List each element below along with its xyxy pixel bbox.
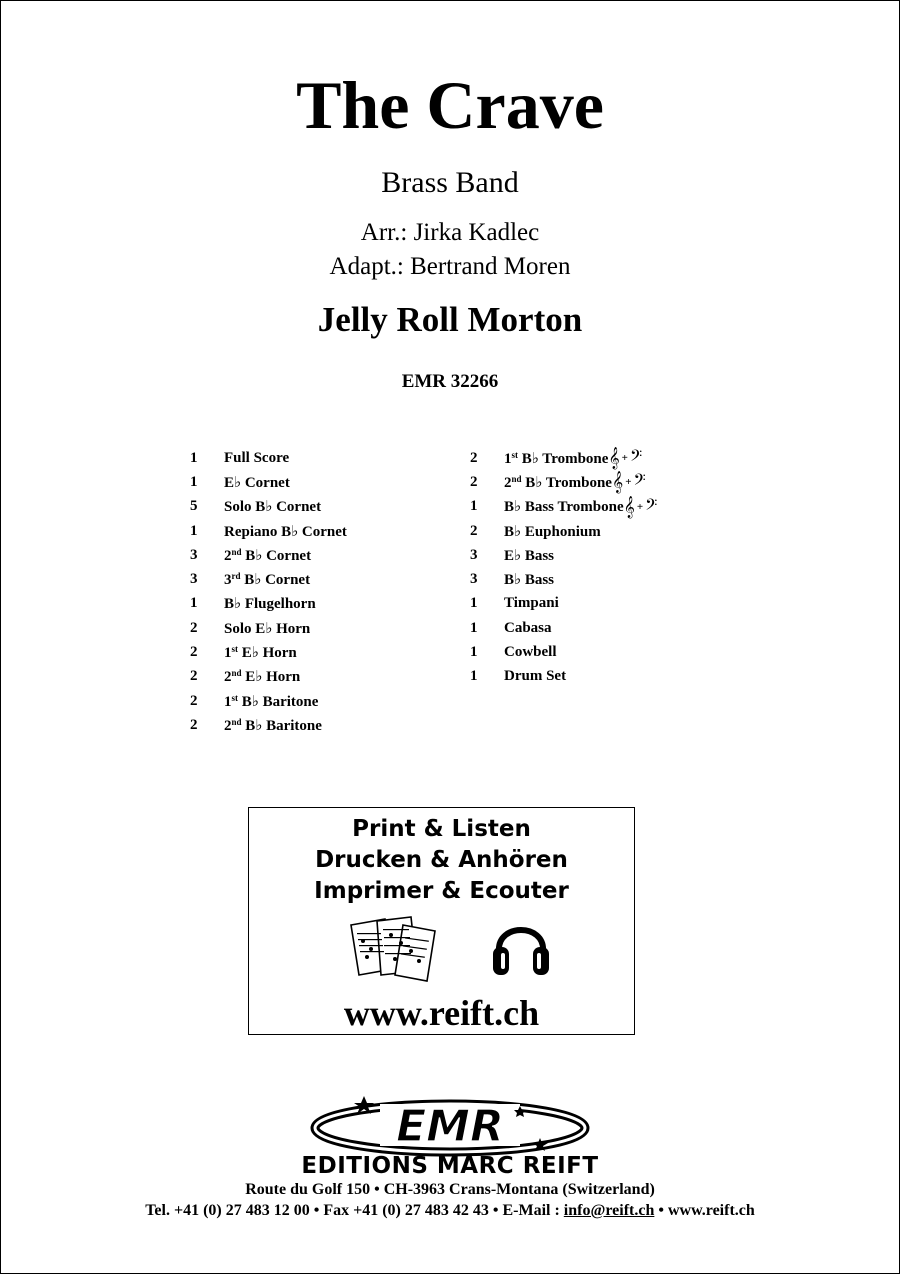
part-quantity: 2 [470, 522, 478, 539]
part-label: B♭ Trombone [518, 450, 609, 467]
part-quantity: 3 [190, 571, 198, 588]
part-label: B♭ Flugelhorn [224, 596, 316, 613]
part-label: Timpani [504, 595, 559, 612]
part-name [224, 450, 289, 467]
part-name [224, 692, 318, 711]
adapter: Adapt.: Bertrand Moren [329, 253, 571, 280]
catalog-number: EMR 32266 [401, 371, 499, 392]
arranger: Arr.: Jirka Kadlec [360, 219, 540, 246]
part-row [470, 495, 657, 519]
part-name [224, 497, 321, 516]
bass-clef-icon: 𝄢 [629, 447, 643, 470]
part-label: E♭ Horn [238, 645, 297, 662]
part-name [504, 546, 554, 565]
part-quantity: 1 [470, 498, 478, 515]
clef-plus: + [625, 476, 632, 489]
part-name [224, 667, 300, 686]
part-ordinal-suffix: nd [231, 716, 242, 727]
part-ordinal: 2 [224, 717, 232, 734]
bass-clef-icon: 𝄢 [645, 495, 658, 518]
part-ordinal: 1 [224, 645, 232, 662]
clef-plus: + [621, 452, 628, 465]
part-label: Cowbell [504, 644, 557, 661]
bass-clef-icon: 𝄢 [633, 471, 646, 494]
treble-clef-icon: 𝄞 [608, 447, 620, 470]
part-label: Drum Set [504, 668, 567, 685]
contact-email-link[interactable]: info@reift.ch [563, 1202, 655, 1219]
part-quantity: 2 [190, 668, 198, 685]
part-quantity: 3 [470, 571, 478, 588]
part-row [190, 689, 347, 713]
part-row [470, 519, 657, 543]
composer: Jelly Roll Morton [317, 300, 583, 339]
part-ordinal-suffix: nd [231, 546, 242, 557]
part-name [504, 620, 552, 637]
part-row [470, 567, 657, 591]
part-row [190, 592, 347, 616]
part-ordinal-suffix: nd [231, 668, 242, 679]
page-title: The Crave [296, 67, 604, 143]
part-name [504, 668, 566, 685]
contact-website: • www.reift.ch [654, 1202, 755, 1219]
part-label: B♭ Euphonium [504, 523, 601, 540]
promo-website: www.reift.ch [343, 993, 540, 1033]
part-quantity: 2 [190, 716, 198, 733]
part-label: Cabasa [504, 619, 552, 636]
part-row [470, 616, 657, 640]
part-name [504, 473, 612, 492]
part-name [504, 449, 608, 468]
sheet-music-icon [347, 911, 447, 983]
part-name [504, 595, 559, 612]
part-name [224, 522, 347, 541]
treble-clef-icon: 𝄞 [623, 495, 635, 518]
part-name [224, 716, 322, 735]
part-ordinal-suffix: st [231, 692, 238, 703]
part-ordinal: 2 [224, 547, 232, 564]
part-label: Solo B♭ Cornet [224, 499, 322, 516]
part-row [470, 592, 657, 616]
part-quantity: 2 [190, 692, 198, 709]
emr-logo [300, 1088, 600, 1158]
part-row [190, 543, 347, 567]
part-quantity: 2 [190, 619, 198, 636]
promo-box [248, 807, 635, 1035]
treble-clef-icon: 𝄞 [611, 471, 624, 494]
part-row [190, 713, 347, 737]
headphones-icon [489, 911, 553, 981]
part-quantity: 2 [190, 644, 198, 661]
part-row [190, 665, 347, 689]
part-row [190, 640, 347, 664]
part-ordinal: 2 [224, 669, 232, 686]
part-quantity: 2 [470, 473, 478, 490]
part-row [470, 640, 657, 664]
part-label: B♭ Baritone [241, 717, 322, 734]
part-row [470, 470, 657, 494]
part-label: Solo E♭ Horn [224, 620, 311, 637]
part-row [190, 616, 347, 640]
part-name [224, 546, 311, 565]
part-name [224, 473, 290, 492]
part-row [470, 543, 657, 567]
part-label: B♭ Trombone [521, 474, 612, 491]
promo-line-3: Imprimer & Ecouter [314, 878, 569, 904]
part-label: E♭ Bass [504, 547, 555, 564]
part-quantity: 1 [190, 473, 198, 490]
part-quantity: 1 [190, 449, 198, 466]
part-label: B♭ Cornet [240, 572, 311, 589]
part-ordinal: 3 [224, 572, 232, 589]
part-ordinal-suffix: st [511, 449, 518, 460]
part-row [190, 567, 347, 591]
part-name [224, 594, 316, 613]
promo-line-2: Drucken & Anhören [315, 847, 568, 873]
part-name [224, 643, 297, 662]
part-quantity: 1 [470, 644, 478, 661]
part-label: B♭ Baritone [238, 693, 319, 710]
part-ordinal: 1 [224, 693, 232, 710]
part-quantity: 1 [470, 668, 478, 685]
part-name [504, 644, 557, 661]
part-quantity: 3 [190, 546, 198, 563]
clef-plus: + [636, 500, 644, 513]
parts-list-left [190, 446, 347, 738]
part-ordinal-suffix: nd [511, 473, 522, 484]
part-quantity: 1 [470, 595, 478, 612]
part-row [190, 495, 347, 519]
part-quantity: 3 [470, 546, 478, 563]
subtitle: Brass Band [381, 166, 519, 199]
part-name [504, 497, 624, 516]
part-quantity: 5 [190, 498, 198, 515]
part-ordinal: 2 [504, 474, 512, 491]
part-quantity: 1 [190, 522, 198, 539]
contact-phone-fax: Tel. +41 (0) 27 483 12 00 • Fax +41 (0) 27 483 42 43 • E-Mail : [145, 1202, 564, 1219]
part-quantity: 1 [190, 595, 198, 612]
part-label: B♭ Bass Trombone [504, 499, 624, 516]
publisher-name: EDITIONS MARC REIFT [301, 1153, 599, 1179]
part-name [224, 570, 310, 589]
part-row [190, 519, 347, 543]
publisher-address: Route du Golf 150 • CH-3963 Crans-Montana (Switzerland) [245, 1181, 655, 1198]
promo-icons [249, 907, 634, 989]
logo-text: EMR [396, 1101, 504, 1152]
part-name [504, 522, 601, 541]
part-name [224, 619, 310, 638]
part-name [504, 570, 554, 589]
parts-list-right [470, 446, 657, 689]
part-label: E♭ Cornet [224, 474, 290, 491]
promo-line-1: Print & Listen [352, 816, 531, 842]
part-ordinal-suffix: rd [231, 571, 241, 582]
part-label: Repiano B♭ Cornet [224, 523, 347, 540]
part-label: Full Score [224, 449, 290, 466]
part-row [190, 446, 347, 470]
part-label: B♭ Cornet [241, 547, 312, 564]
part-row [470, 446, 657, 470]
part-quantity: 1 [470, 619, 478, 636]
part-label: E♭ Horn [241, 669, 301, 686]
part-ordinal-suffix: st [231, 644, 238, 655]
part-ordinal: 1 [504, 450, 512, 467]
part-row [470, 665, 657, 689]
part-quantity: 2 [470, 449, 478, 466]
part-row [190, 470, 347, 494]
part-label: B♭ Bass [504, 572, 555, 589]
publisher-contact [0, 1202, 900, 1220]
